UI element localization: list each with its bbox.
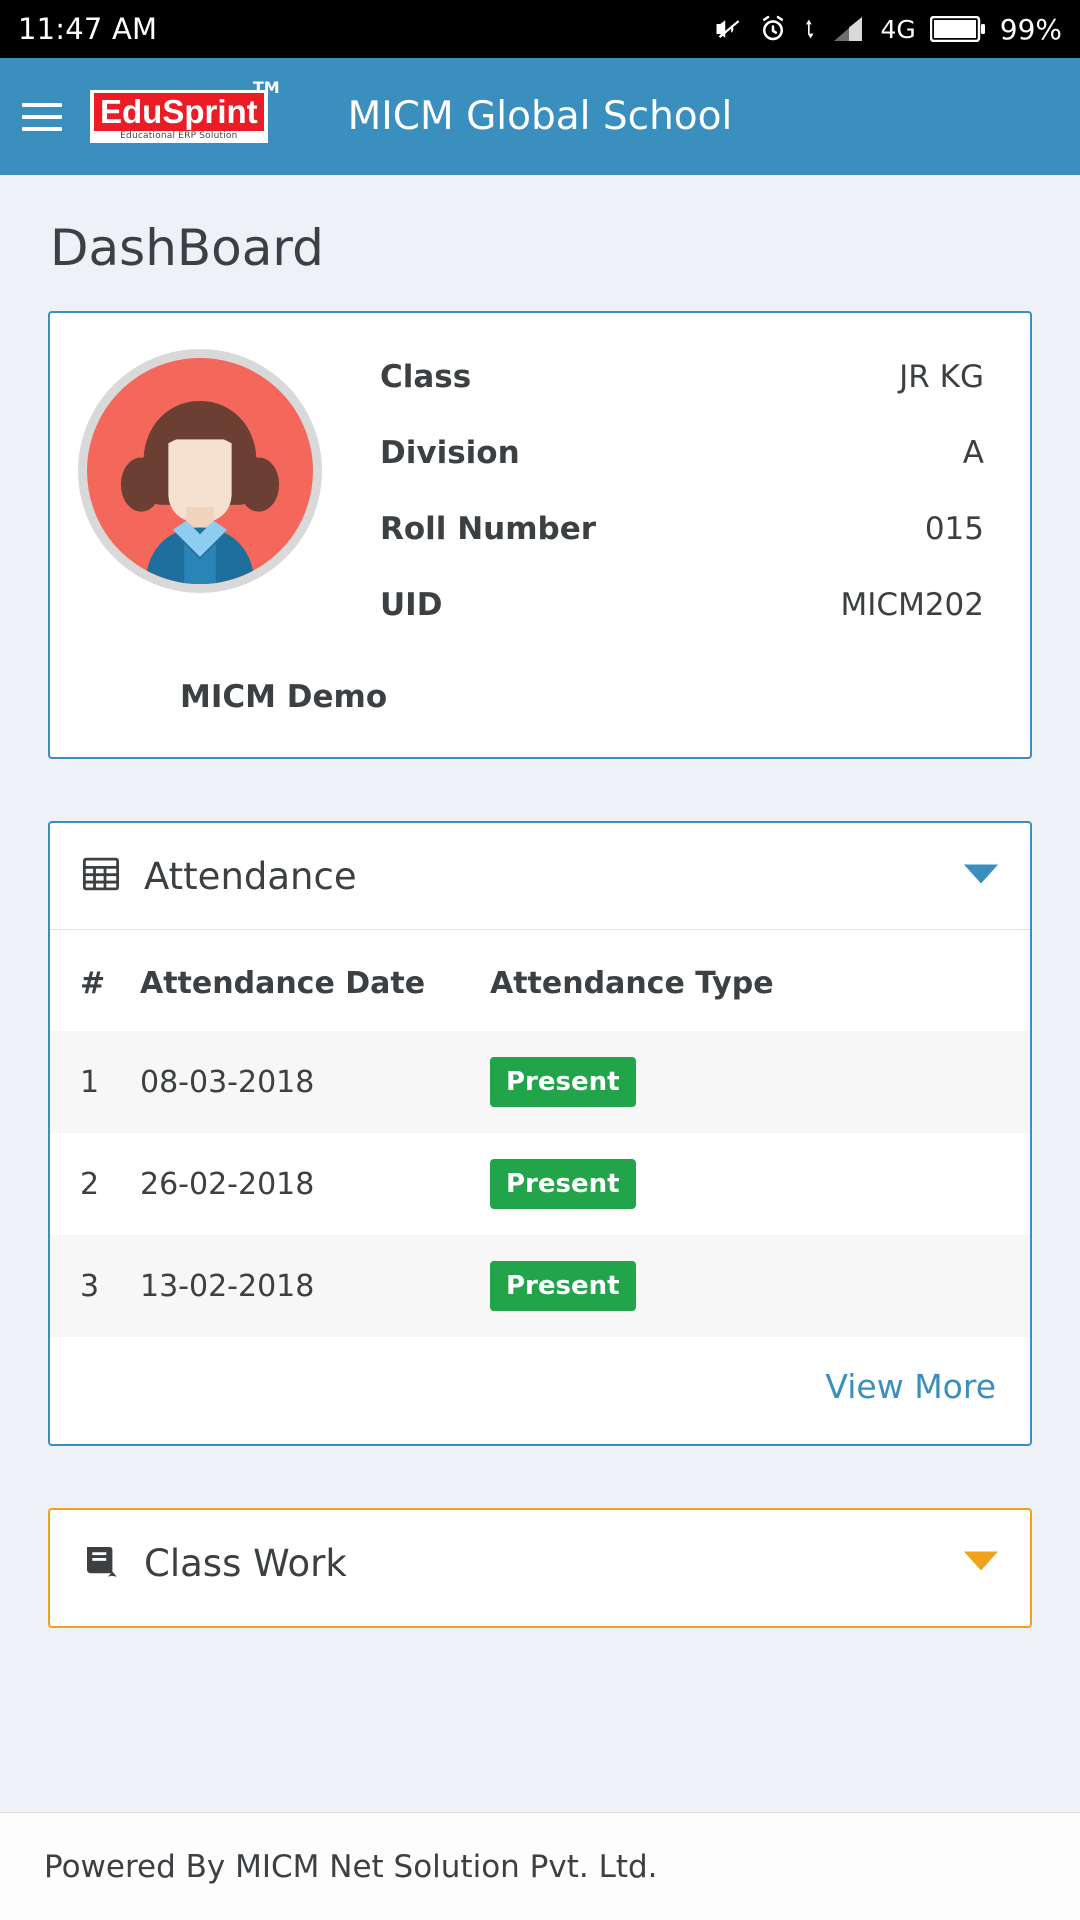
battery-icon	[930, 16, 986, 42]
vibrate-off-icon	[714, 14, 744, 44]
table-header-row	[50, 930, 1030, 1031]
logo-tagline: Educational ERP Solution	[120, 131, 238, 141]
column-header-date: Attendance Date	[140, 966, 426, 1001]
status-icons	[714, 13, 1062, 46]
chevron-down-icon[interactable]	[962, 862, 1000, 890]
classwork-card	[48, 1508, 1032, 1628]
student-avatar-icon	[78, 349, 322, 593]
logo-edu-text: Edu	[100, 93, 163, 130]
hamburger-icon[interactable]	[22, 91, 74, 143]
classwork-panel-header[interactable]	[50, 1510, 1030, 1616]
row-type	[490, 1133, 1030, 1235]
attendance-panel-header[interactable]	[50, 823, 1030, 930]
student-info-table	[350, 341, 1030, 663]
attendance-card	[48, 821, 1032, 1446]
table-row	[50, 1031, 1030, 1133]
column-header-type: Attendance Type	[490, 966, 774, 1001]
info-row-roll-number	[380, 511, 984, 547]
status-clock: 11:47 AM	[18, 12, 158, 46]
view-more-link[interactable]: View More	[825, 1367, 996, 1406]
chevron-down-icon[interactable]	[962, 1549, 1000, 1577]
row-date: 13-02-2018	[140, 1235, 490, 1337]
trademark-symbol: TM	[252, 78, 280, 97]
book-icon	[80, 1540, 122, 1586]
info-label: Roll Number	[380, 511, 597, 547]
column-header-number: #	[80, 966, 106, 1001]
table-row	[50, 1235, 1030, 1337]
info-value: MICM202	[840, 587, 984, 623]
edusprint-logo	[90, 78, 280, 143]
row-number: 1	[50, 1031, 140, 1133]
info-row-class	[380, 359, 984, 395]
info-value: 015	[924, 511, 984, 547]
data-transfer-icon	[802, 15, 818, 43]
logo-sprint-text: Sprint	[162, 93, 258, 130]
row-number: 2	[80, 1166, 100, 1202]
footer	[0, 1812, 1080, 1920]
row-date: 26-02-2018	[140, 1166, 315, 1202]
signal-icon	[832, 15, 866, 43]
student-name: MICM Demo	[180, 679, 388, 715]
row-date: 08-03-2018	[140, 1031, 490, 1133]
app-title: MICM Global School	[347, 94, 733, 139]
alarm-icon	[758, 14, 788, 44]
status-bar	[0, 0, 1080, 58]
student-profile-card	[48, 311, 1032, 759]
battery-percentage: 99%	[999, 12, 1062, 46]
info-label: Division	[380, 435, 520, 471]
view-more-container	[50, 1337, 1030, 1444]
row-type	[490, 1031, 1030, 1133]
table-icon	[80, 853, 122, 899]
status-badge: Present	[490, 1159, 636, 1209]
info-value: JR KG	[899, 359, 984, 395]
main-content	[0, 175, 1080, 1812]
network-type-label: 4G	[880, 14, 916, 44]
info-label: UID	[380, 587, 443, 623]
attendance-panel-title: Attendance	[144, 854, 357, 898]
footer-text: Powered By MICM Net Solution Pvt. Ltd.	[44, 1848, 658, 1885]
info-row-uid	[380, 587, 984, 623]
table-row	[50, 1133, 1030, 1235]
avatar	[50, 341, 350, 593]
info-value: A	[962, 435, 984, 471]
attendance-table	[50, 930, 1030, 1337]
app-bar	[0, 58, 1080, 175]
info-row-division	[380, 435, 984, 471]
page-title: DashBoard	[50, 219, 324, 277]
row-number: 3	[50, 1235, 140, 1337]
status-badge: Present	[490, 1057, 636, 1107]
classwork-panel-title: Class Work	[144, 1541, 347, 1585]
status-badge: Present	[490, 1261, 636, 1311]
row-type	[490, 1235, 1030, 1337]
info-label: Class	[380, 359, 472, 395]
